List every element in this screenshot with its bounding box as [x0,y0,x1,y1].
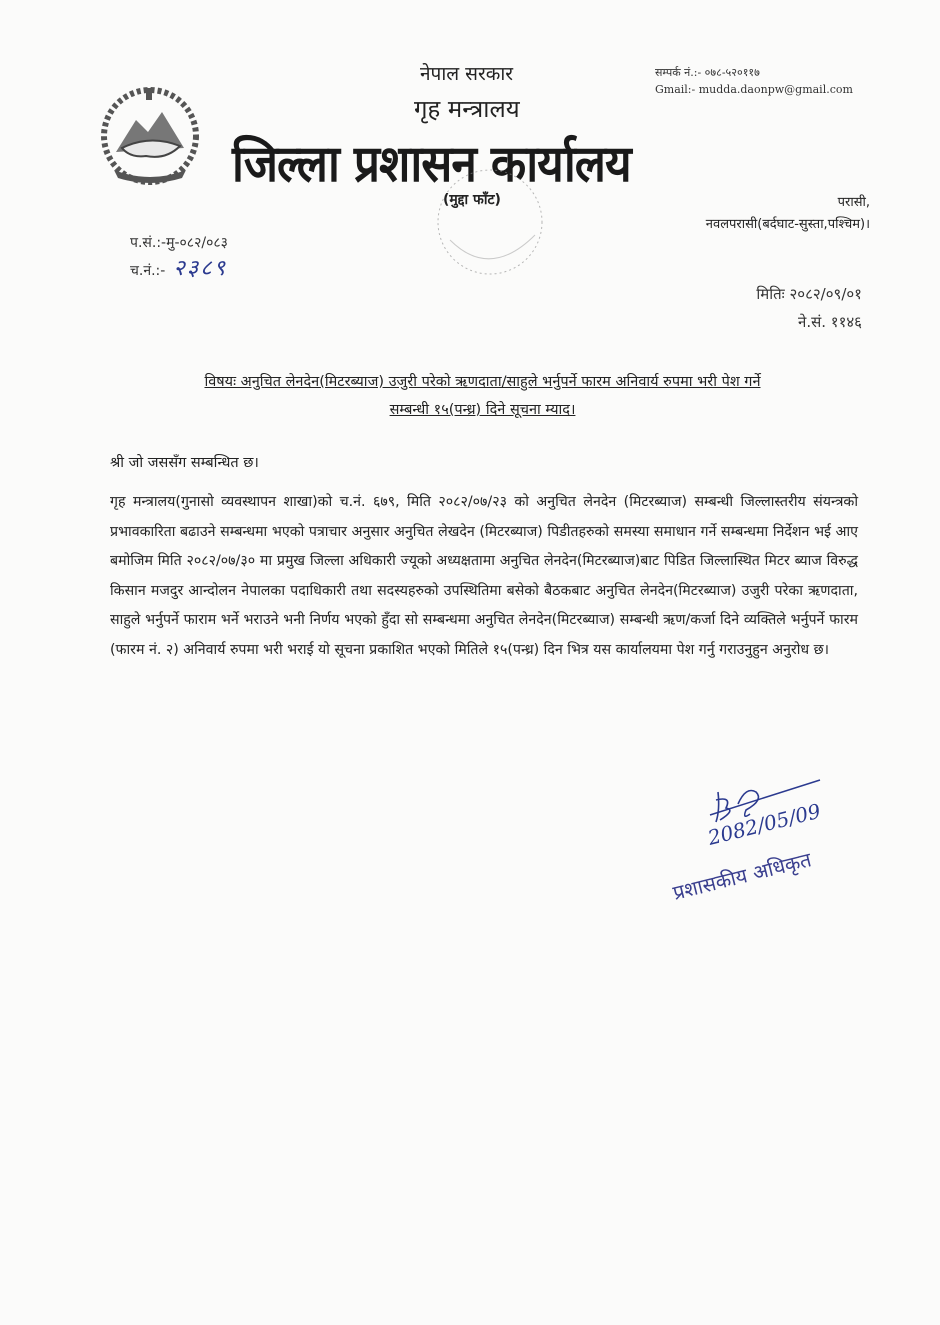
nepal-sambat: ने.सं. ११४६ [798,313,862,331]
section-name: (मुद्दा फाँट) [443,192,501,208]
subject [110,368,855,424]
signature-date: 2082/05/09 [705,798,824,850]
date-block [756,280,862,336]
reference-block [130,230,228,284]
contact-block [655,64,853,98]
address-line-1: परासी, [837,195,870,210]
office-name: जिल्ला प्रशासन कार्यालय [232,133,631,193]
nepal-emblem-logo [96,82,204,188]
address-line-2: नवलपरासी(बर्दघाट-सुस्ता,पश्चिम)। [705,217,870,232]
body-paragraph: गृह मन्त्रालय(गुनासो व्यवस्थापन शाखा)को च.नं. ६७९, मिति २०८२/०७/२३ को अनुचित लेनदेन (मिटरब्याज) सम्बन्धी जिल्लास्तरीय संयन्त्रको प्रभावकारिता बढाउने सम्बन्धमा भएको पत्राचार अनुसार अनुचित लेखदेन (मिटरब्याज) पिडीतहरुको समस्या समाधान गर्ने सम्बन्धमा निर्देशन भई आए बमोजिम मिति २०८२/०७/३० मा प्रमुख जिल्ला अधिकारी ज्यूको अध्यक्षतामा अनुचित लेनदेन(मिटरब्याज)बाट पिडित जिल्लास्थित मिटर ब्याज विरुद्ध किसान मजदुर आन्दोलन नेपालका पदाधिकारी तथा सदस्यहरुको उपस्थितिमा बसेको बैठकबाट अनुचित लेनदेन(मिटरब्याज) उजुरी परेका ऋणदाता, साहुले भर्नुपर्ने फाराम भर्ने भराउने भनी निर्णय भएको हुँदा सो सम्बन्धमा अनुचित लेनदेन(मिटरब्याज) सम्बन्धी ऋण/कर्जा दिने व्यक्तिले भर्नुपर्ने फारम (फारम नं. २) अनिवार्य रुपमा भरी भराई यो सूचना प्रकाशित भएको मितिले १५(पन्ध्र) दिन भित्र यस कार्यालयमा पेश गर्नु गराउनुहुन अनुरोध छ। [110,494,858,658]
contact-email: Gmail:- mudda.daonpw@gmail.com [655,83,853,96]
chalani-row [130,256,228,284]
government-name: नेपाल सरकार [420,63,514,85]
salutation: श्री जो जससँग सम्बन्धित छ। [110,455,259,471]
chalani-label: च.नं.:- [130,263,166,279]
contact-phone: सम्पर्क नं.:- ०७८-५२०११७ [655,66,760,79]
subject-line-2: सम्बन्धी १५(पन्ध्र) दिने सूचना म्याद। [389,402,576,418]
miti: मितिः २०८२/०९/०१ [756,285,862,303]
office-address [706,192,870,236]
signature-designation: प्रशासकीय अधिकृत [670,847,814,905]
chalani-number: २३८९ [173,256,228,281]
ministry-name: गृह मन्त्रालय [414,95,520,123]
office-stamp [420,160,560,285]
handwritten-signature [670,770,870,920]
subject-line-1: विषयः अनुचित लेनदेन(मिटरब्याज) उजुरी परेको ऋणदाता/साहुले भर्नुपर्ने फारम अनिवार्य रुपमा भरी पेश गर्ने [204,374,761,390]
patra-sankhya: प.सं.:-मु-०८२/०८३ [130,235,228,251]
